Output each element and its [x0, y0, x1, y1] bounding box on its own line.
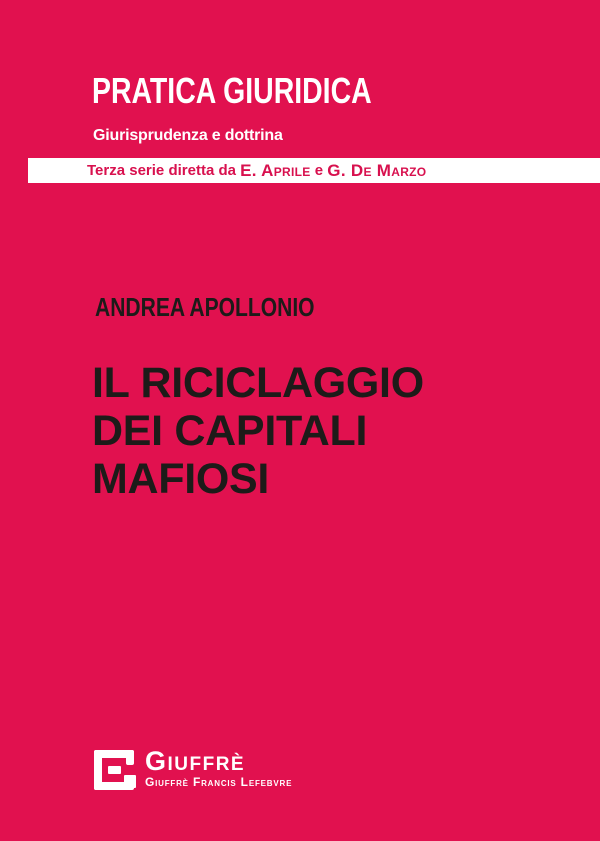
book-title: [92, 359, 424, 503]
book-title-line-2: DEI CAPITALI: [92, 407, 368, 455]
book-title-line-3: MAFIOSI: [92, 455, 270, 503]
band-director-2: G. De Marzo: [327, 160, 427, 180]
giuffre-square-g-icon: [94, 750, 134, 790]
author-name: ANDREA APOLLONIO: [95, 292, 315, 322]
publisher-text: [145, 747, 292, 788]
logo-bar-right-stub: [126, 750, 134, 765]
series-band: [28, 158, 600, 183]
band-connector: e: [310, 162, 328, 179]
publisher-logo: [94, 747, 292, 790]
series-subtitle: Giurisprudenza e dottrina: [93, 127, 283, 144]
logo-bottom-right-block: [124, 775, 136, 788]
logo-center-dash: [108, 766, 121, 774]
band-prefix: Terza serie diretta da: [87, 162, 241, 179]
series-title: PRATICA GIURIDICA: [92, 70, 372, 111]
publisher-name: Giuffrè: [145, 746, 246, 776]
book-title-line-1: IL RICICLAGGIO: [92, 359, 424, 407]
publisher-full-name: Giuffrè Francis Lefebvre: [145, 775, 293, 789]
band-director-1: E. Aprile: [240, 160, 311, 180]
